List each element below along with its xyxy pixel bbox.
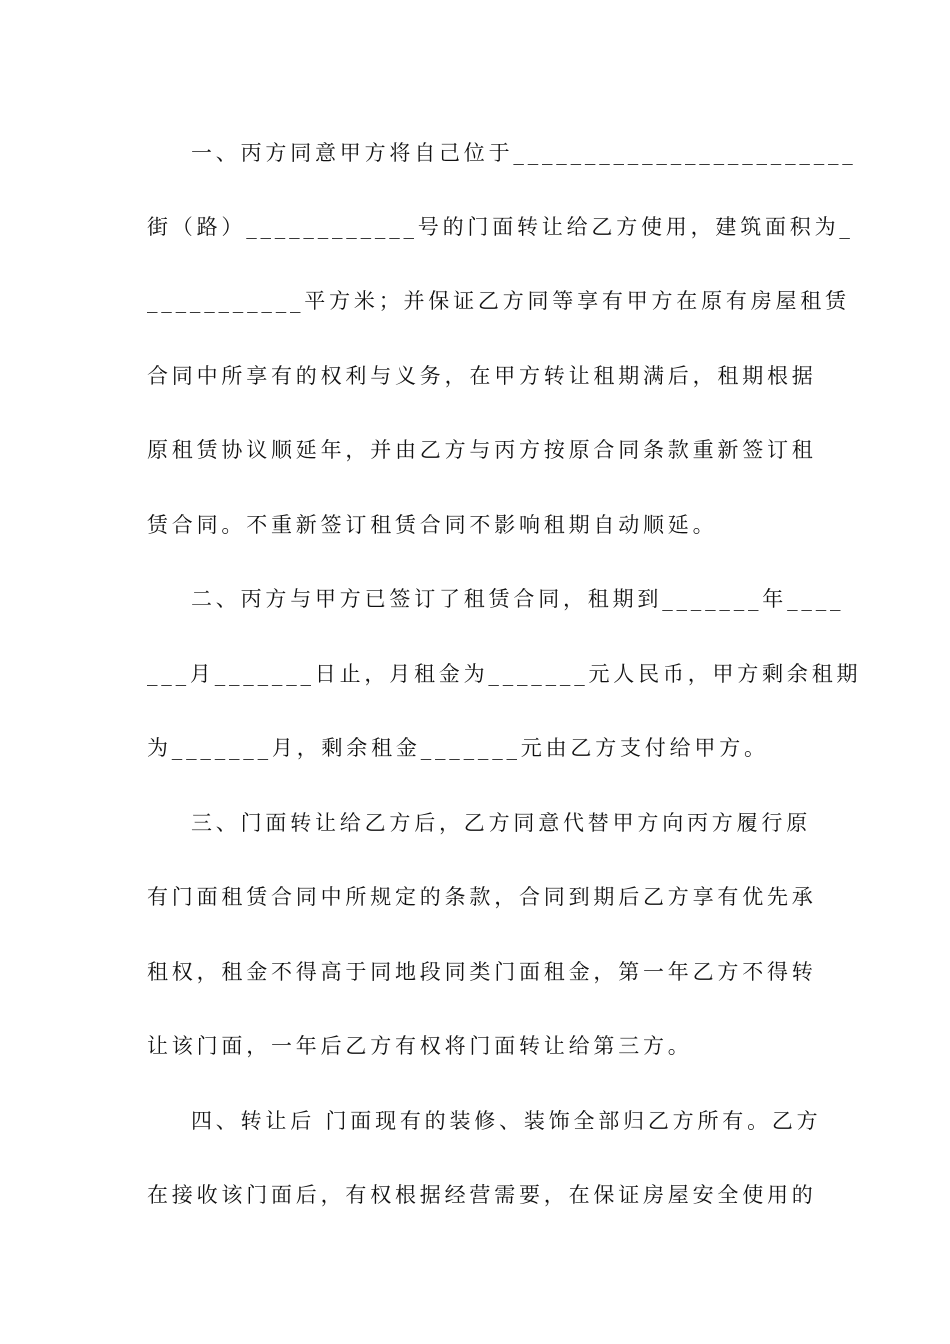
clause-1-line-6: 赁合同。不重新签订租赁合同不影响租期自动顺延。 <box>147 513 718 537</box>
clause-3-line-1: 三、门面转让给乙方后，乙方同意代替甲方向丙方履行原 <box>191 811 811 835</box>
clause-1-line-1: 一、丙方同意甲方将自己位于________________________ <box>191 141 857 165</box>
clause-4-line-2: 在接收该门面后，有权根据经营需要，在保证房屋安全使用的 <box>147 1183 817 1207</box>
clause-2-line-1: 二、丙方与甲方已签订了租赁合同，租期到_______年____ <box>191 587 845 611</box>
clause-3-line-2: 有门面租赁合同中所规定的条款，合同到期后乙方享有优先承 <box>147 885 817 909</box>
clause-1-line-4: 合同中所享有的权利与义务，在甲方转让租期满后，租期根据 <box>147 364 817 388</box>
clause-3-line-4: 让该门面，一年后乙方有权将门面转让给第三方。 <box>147 1034 693 1058</box>
clause-1-line-5: 原租赁协议顺延年，并由乙方与丙方按原合同条款重新签订租 <box>147 438 817 462</box>
clause-1-line-2: 街（路）____________号的门面转让给乙方使用，建筑面积为_ <box>147 215 854 239</box>
clause-1-line-3: ___________平方米；并保证乙方同等享有甲方在原有房屋租赁 <box>147 289 850 313</box>
clause-4-line-1: 四、转让后 门面现有的装修、装饰全部归乙方所有。乙方 <box>191 1109 822 1133</box>
clause-2-line-2: ___月_______日止，月租金为_______元人民币，甲方剩余租期 <box>147 662 862 686</box>
clause-3-line-3: 租权，租金不得高于同地段同类门面租金，第一年乙方不得转 <box>147 960 817 984</box>
clause-2-line-3: 为_______月，剩余租金_______元由乙方支付给甲方。 <box>147 736 769 760</box>
